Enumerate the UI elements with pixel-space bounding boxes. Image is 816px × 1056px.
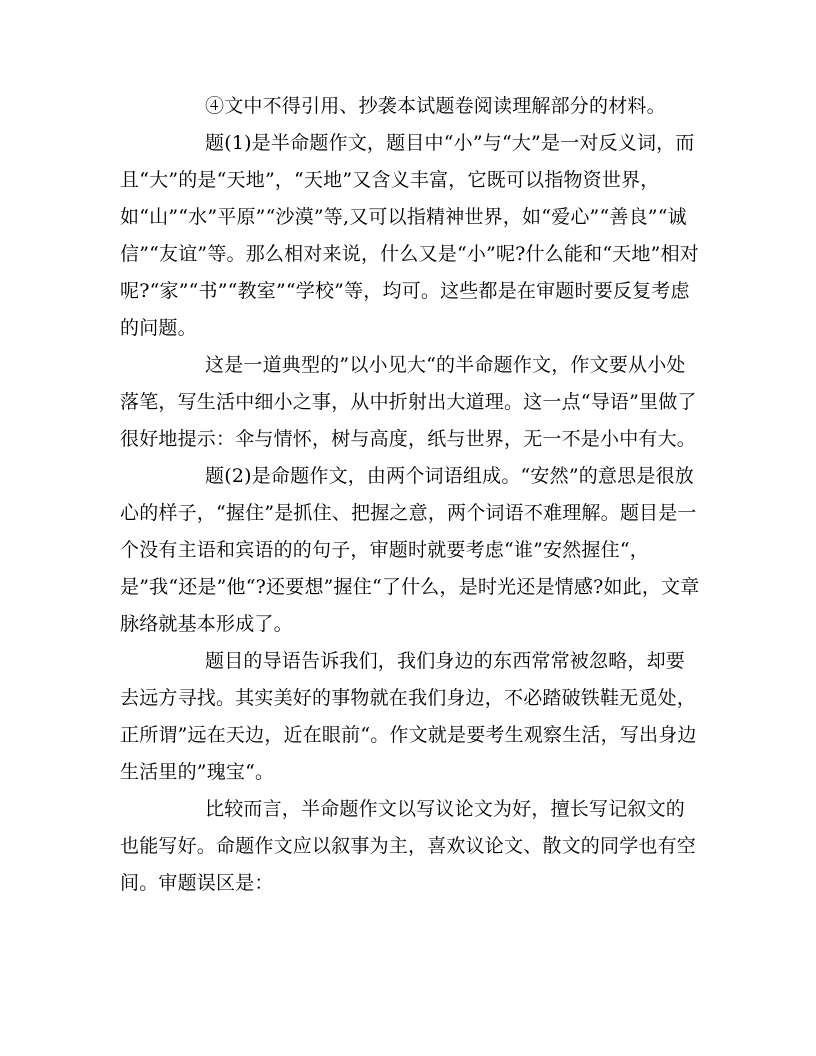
document-page — [120, 88, 700, 902]
paragraph-3: 这是一道典型的”以小见大“的半命题作文，作文要从小处落笔，写生活中细小之事，从中折射出大道理。这一点“导语”里做了很好地提示：伞与情怀，树与高度，纸与世界，无一不是小中有大。 — [120, 354, 697, 450]
paragraph-6: 比较而言，半命题作文以写议论文为好，擅长写记叙文的也能写好。命题作文应以叙事为主，喜欢议论文、散文的同学也有空间。审题误区是： — [120, 798, 697, 894]
paragraph-5: 题目的导语告诉我们，我们身边的东西常常被忽略，却要去远方寻找。其实美好的事物就在我们身边，不必踏破铁鞋无觅处，正所谓”远在天边，近在眼前“。作文就是要考生观察生活，写出身边生活里的”瑰宝“。 — [120, 650, 697, 783]
paragraph-1: ④文中不得引用、抄袭本试题卷阅读理解部分的材料。 — [205, 95, 666, 117]
paragraph-2: 题(1)是半命题作文，题目中“小”与“大”是一对反义词，而且“大”的是“天地”，“天地”又含义丰富，它既可以指物资世界，如“山”“水”平原”“沙漠”等,又可以指精神世界，如“爱心”“善良”“诚信”“友谊”等。那么相对来说，什么又是“小”呢?什么能和“天地”相对呢?“家”“书”“教室”“学校”等，均可。这些都是在审题时要反复考虑的问题。 — [120, 132, 699, 339]
paragraph-4: 题(2)是命题作文，由两个词语组成。“安然”的意思是很放心的样子，“握住”是抓住、把握之意，两个词语不难理解。题目是一个没有主语和宾语的的句子，审题时就要考虑“谁”安然握住“，是”我“还是”他“?还要想”握住“了什么，是时光还是情感?如此，文章脉络就基本形成了。 — [120, 465, 700, 635]
